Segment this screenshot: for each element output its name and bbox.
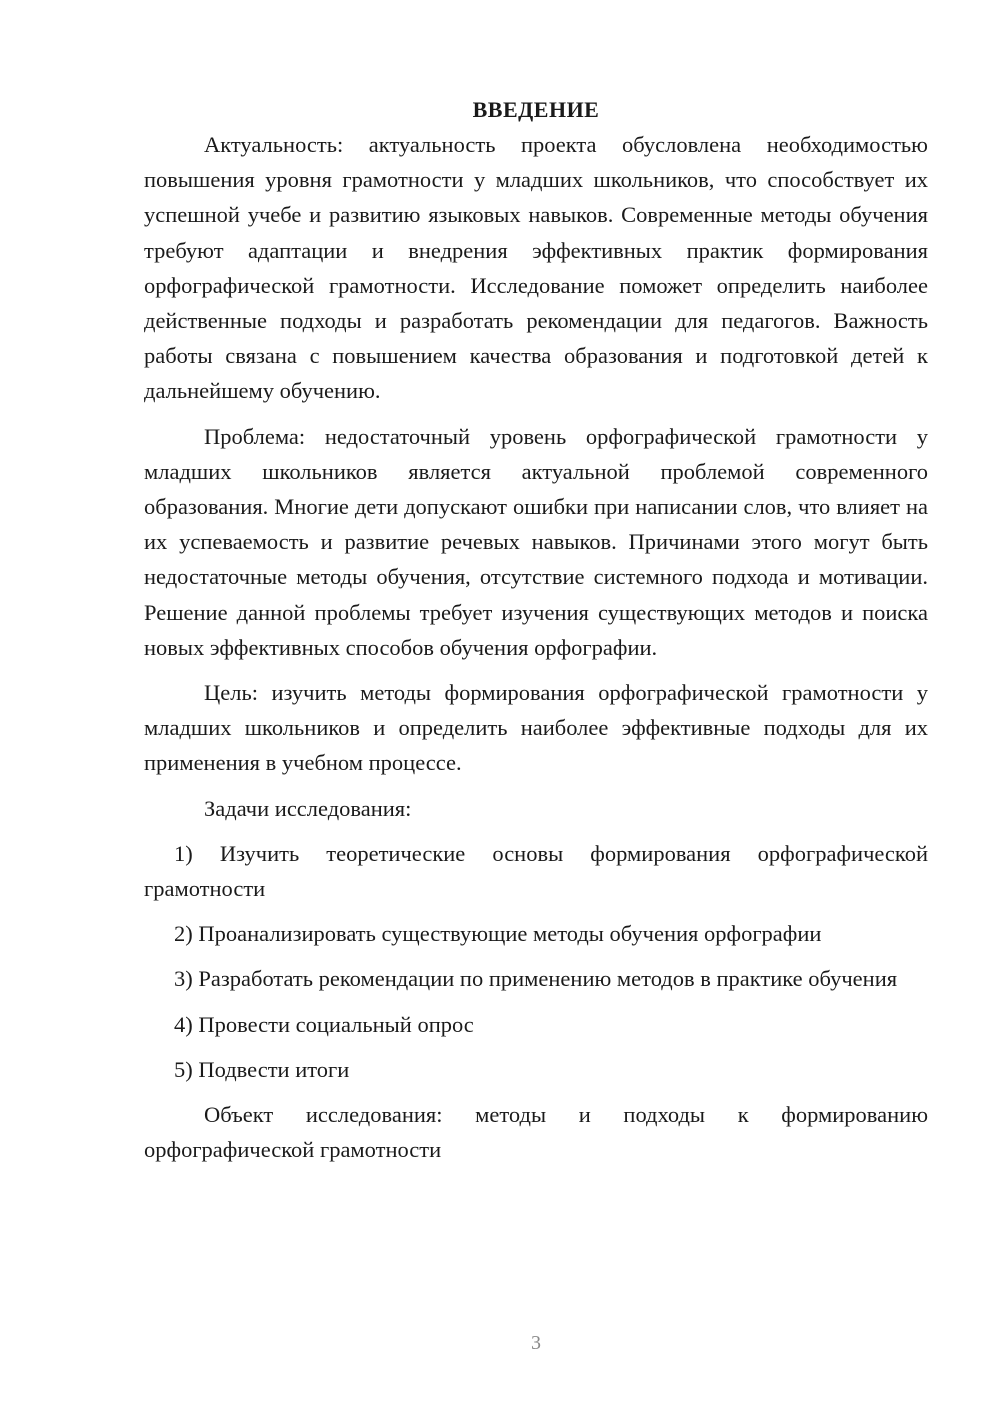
page-number: 3 (531, 1332, 541, 1354)
task-item-1: 1) Изучить теоретические основы формирования орфографической грамотности (144, 840, 928, 902)
task-item-5: 5) Подвести итоги (174, 1056, 350, 1082)
document-page (144, 92, 928, 1177)
paragraph-problem: Проблема: недостаточный уровень орфографической грамотности у младших школьников является актуальной проблемой современного образования. Многие дети допускают ошибки при написании слов, что влияет на их успеваемость и развитие речевых навыков. Причинами этого могут быть недостаточные методы обучения, отсутствие системного подхода и мотивации. Решение данной проблемы требует изучения существующих методов и поиска новых эффективных способов обучения орфографии. (144, 423, 928, 660)
paragraph-goal: Цель: изучить методы формирования орфографической грамотности у младших школьников и определить наиболее эффективные подходы для их применения в учебном процессе. (144, 680, 928, 776)
paragraph-relevance: Актуальность: актуальность проекта обусловлена необходимостью повышения уровня грамотности у младших школьников, что способствует их успешной учебе и развитию языковых навыков. Современные методы обучения требуют адаптации и внедрения эффективных практик формирования орфографической грамотности. Исследование поможет определить наиболее действенные подходы и разработать рекомендации для педагогов. Важность работы связана с повышением качества образования и подготовкой детей к дальнейшему обучению. (144, 132, 928, 404)
page-title: ВВЕДЕНИЕ (472, 97, 600, 122)
task-item-3: 3) Разработать рекомендации по применению методов в практике обучения (174, 966, 898, 992)
paragraph-object: Объект исследования: методы и подходы к формированию орфографической грамотности (144, 1102, 928, 1163)
task-item-2: 2) Проанализировать существующие методы обучения орфографии (174, 921, 822, 947)
tasks-heading: Задачи исследования: (204, 795, 412, 821)
task-item-4: 4) Провести социальный опрос (174, 1011, 474, 1037)
